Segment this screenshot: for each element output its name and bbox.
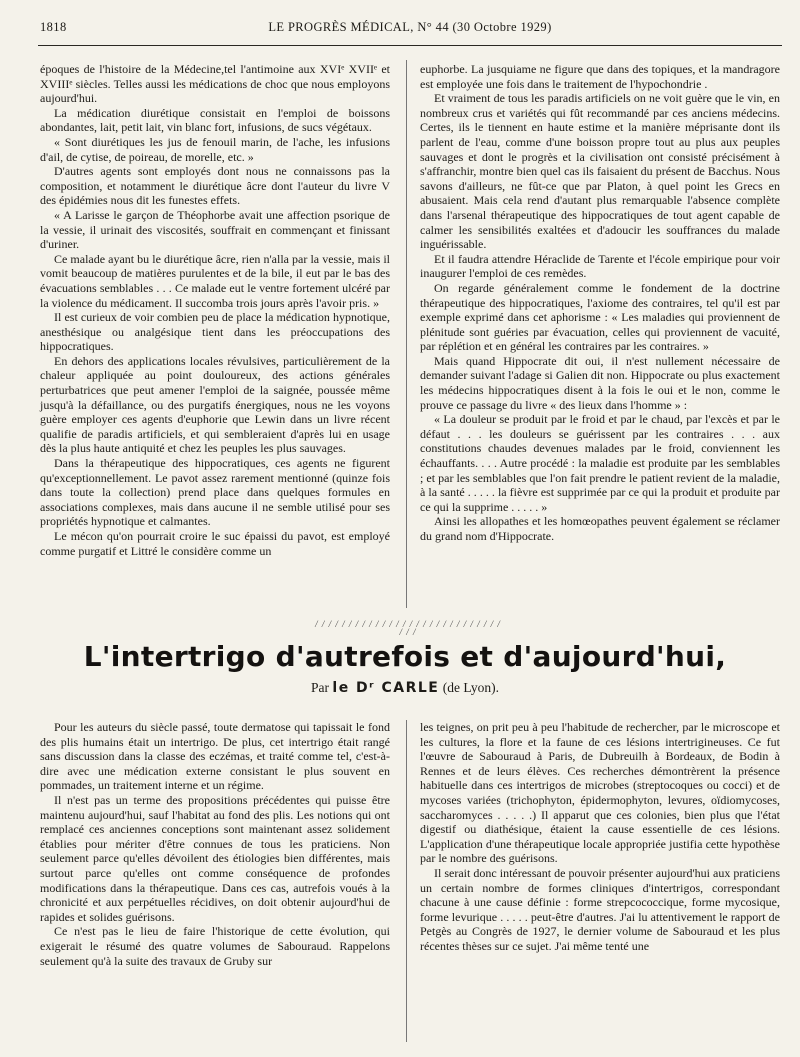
column-2: [420, 62, 780, 544]
paragraph: La médication diurétique consistait en l'emploi de boissons abondantes, lait, petit lait, vin blanc fort, infusions, de sucs végétaux.: [40, 105, 390, 135]
running-title: LE PROGRÈS MÉDICAL, N° 44 (30 Octobre 1929): [268, 20, 552, 34]
author-name: le Dʳ CARLE: [332, 680, 440, 696]
paragraph: Il n'est pas un terme des propositions précédentes qui puisse être maintenu aujourd'hui, sauf l'habitat au fond des plis. Les notions qui ont remplacé ces anciennes conceptions sont maintenant assez solidement établies pour mériter d'être connues de tous les praticiens. Non seulement parce qu'elles dévoilent des étiologies bien différentes, mais surtout parce qu'elles ont comme conséquence de profondes modifications dans la thérapeutique. Dans ces cas, autrefois voués à la chronicité et aux perpétuelles récidives, on doit obtenir aujourd'hui de rapides et solides guérisons.: [40, 792, 390, 924]
author-place: (de Lyon).: [442, 680, 499, 695]
paragraph: En dehors des applications locales révulsives, particulièrement de la chaleur appliquée au point douloureux, des actions générales perturbatrices que peut amener l'emploi de la saignée, poussée même jusqu'à la défaillance, ou des purgatifs énergiques, nous ne les voyons guère employer ces agents d'euphorie que Lewin dans un livre récent qualifie de paradis artificiels, et qui sembleraient d'après lui en usage dès la plus haute antiquité et chez les peuples les plus sauvages.: [40, 353, 390, 456]
column-divider: [406, 60, 407, 608]
paragraph: « A Larisse le garçon de Théophorbe avait une affection psorique de la vessie, il urinait des viscosités, souffrait en commençant et finissant d'uriner.: [40, 207, 390, 252]
paragraph: Ainsi les allopathes et les homœopathes peuvent également se réclamer du grand nom d'Hippocrate.: [420, 514, 780, 543]
paragraph: Il est curieux de voir combien peu de place la médication hypnotique, anesthésique ou analgésique tient dans les préoccupations des hippocratiques.: [40, 310, 390, 354]
column-3: [40, 720, 390, 968]
page-header: [40, 20, 780, 42]
paragraph: « Sont diurétiques les jus de fenouil marin, de l'ache, les infusions d'ail, de cytise, de poireau, de morelle, etc. »: [40, 134, 390, 164]
paragraph: Il serait donc intéressant de pouvoir présenter aujourd'hui aux praticiens un certain nombre de formes cliniques d'intertrigos, correspondant chacune à une cause définie : forme strepcococcique, forme mycosique, forme levurique . . . . . peut-être d'autres. J'ai lu attentivement le rapport de Petgès au Congrès de 1927, le dernier volume de Sabouraud et les plus récentes thèses sur ce sujet. J'ai même tenté une: [420, 865, 780, 953]
paragraph: euphorbe. La jusquiame ne figure que dans des topiques, et la mandragore est employée une fois dans le traitement de l'hypochondrie .: [420, 62, 780, 91]
paragraph: Pour les auteurs du siècle passé, toute dermatose qui tapissait le fond des plis humains était un intertrigo. De plus, cet intertrigo était rangé sans discussion dans la classe des eczémas, et traité comme tel, c'est-à-dire avec une médication externe consistant le plus souvent en pommades, un traitement interne et un régime.: [40, 720, 390, 793]
paragraph: Et vraiment de tous les paradis artificiels on ne voit guère que le vin, en nombreux crus et variétés qui fût recommandé par ces anciens médecins. Certes, ils le tiennent en haute estime et la manière méprisante dont ils parlent de l'eau, comme d'une boisson propre tout au plus aux peuples sauvages et dont le progrès et la civilisation ont consisté précisément à s'affranchir, montre bien quel cas ils faisaient du présent de Bacchus. Nous savons d'ailleurs, ne fût-ce que par Platon, à quel point les Grecs en abusaient. Mais cela rend d'autant plus remarquable l'absence complète dans l'arsenal thérapeutique des hippocratiques de tout agent capable de calmer les sensibilités exaltées et d'adoucir les souffrances du malade inguérissable.: [420, 91, 780, 252]
column-divider: [406, 720, 407, 1042]
paragraph: D'autres agents sont employés dont nous ne connaissons pas la composition, et notamment le diurétique âcre dont l'auteur du livre V des épidémies nous dit les funestes effets.: [40, 164, 390, 208]
page-number: 1818: [40, 20, 67, 34]
paragraph: Le mécon qu'on pourrait croire le suc épaissi du pavot, est employé comme purgatif et Littré le considère comme un: [40, 529, 390, 558]
paragraph: Mais quand Hippocrate dit oui, il n'est nullement nécessaire de demander suivant l'adage si Galien dit non. Hippocrate ou plus exactement les médecins hippocratiques disent à la fois le oui et le non, comme le prouve ce passage du livre « des lieux dans l'homme » :: [420, 353, 780, 412]
column-1: [40, 62, 390, 558]
article-title: L'intertrigo d'autrefois et d'aujourd'hui,: [83, 640, 727, 673]
byline-prefix: Par: [311, 680, 330, 695]
paragraph: Ce n'est pas le lieu de faire l'historique de cette évolution, qui exigerait le résumé des quatre volumes de Sabouraud. Rappelons seulement qu'à la suite des travaux de Gruby sur: [40, 924, 390, 968]
column-4: [420, 720, 780, 954]
paragraph: Et il faudra attendre Héraclide de Tarente et l'école empirique pour voir inaugurer l'emploi de ces remèdes.: [420, 251, 780, 281]
paragraph: Ce malade ayant bu le diurétique âcre, rien n'alla par la vessie, mais il vomit beaucoup de matières purulentes et de la bile, il eut par le bas des évacuations semblables . . . Ce malade eut le ventre fortement ulcéré par la violence du médicament. Il succomba trois jours après l'avoir pris. »: [40, 251, 390, 310]
paragraph: époques de l'histoire de la Médecine,tel l'antimoine aux XVIᵉ XVIIᵉ et XVIIIᵉ siècles. Telles aussi les médications de choc que nous employons aujourd'hui.: [40, 62, 390, 106]
paragraph: les teignes, on prit peu à peu l'habitude de rechercher, par le microscope et les cultures, la flore et la faune de ces lésions intertrigineuses. Ce fut l'œuvre de Sabouraud à Paris, de Dubreuilh à Bordeaux, de Bodin à Rennes et de leurs élèves. Ces recherches démontrèrent la présence habituelle dans ces intertrigos de microbes (streptocoques ou cocci) et de mycoses variées (trichophyton, épidermophyton, levures, oïdiomycoses, saccharomyces . . . . .) Il apparut que ces colonies, bien plus que l'état digestif ou diathésique, étaient la cause essentielle de ces lésions. L'application d'une thérapeutique locale appropriée justifia cette hypothèse par le nombre des guérisons.: [420, 720, 780, 866]
paragraph: On regarde généralement comme le fondement de la doctrine thérapeutique des hippocratiques, l'axiome des contraires, tel qu'il est par exemple exprimé dans cet aphorisme : « Les maladies qui proviennent de plénitude sont guéries par évacuation, celles qui proviennent de vacuité, par réplétion et en général les contraires par les contraires. »: [420, 280, 780, 354]
header-rule: [38, 45, 782, 46]
paragraph: « La douleur se produit par le froid et par le chaud, par l'excès et par le défaut . . . les douleurs se guérissent par les contraires . . . aux constitutions chaudes devenues malades par le froid, conviennent les échauffants. . . . Autre procédé : la maladie est produite par les semblables ; et par les semblables que l'on fait prendre le patient revient de la maladie, à la santé . . . . . la fièvre est supprimée par ce qui la produit et produite par ce qui la supprime . . . . . »: [420, 412, 780, 514]
paragraph: Dans la thérapeutique des hippocratiques, ces agents ne figurent qu'exceptionnellement. Le pavot assez rarement mentionné (quinze fois dans toute la collection) prend place dans quelques formules en associations complexes, mais dans aucune il ne semble utilisé pour ses propriétés hypnotique et calmantes.: [40, 456, 390, 529]
byline: [40, 680, 770, 696]
separator-ornament: / / / / / / / / / / / / / / / / / / / / / / / / / / / / / / /: [315, 619, 501, 637]
